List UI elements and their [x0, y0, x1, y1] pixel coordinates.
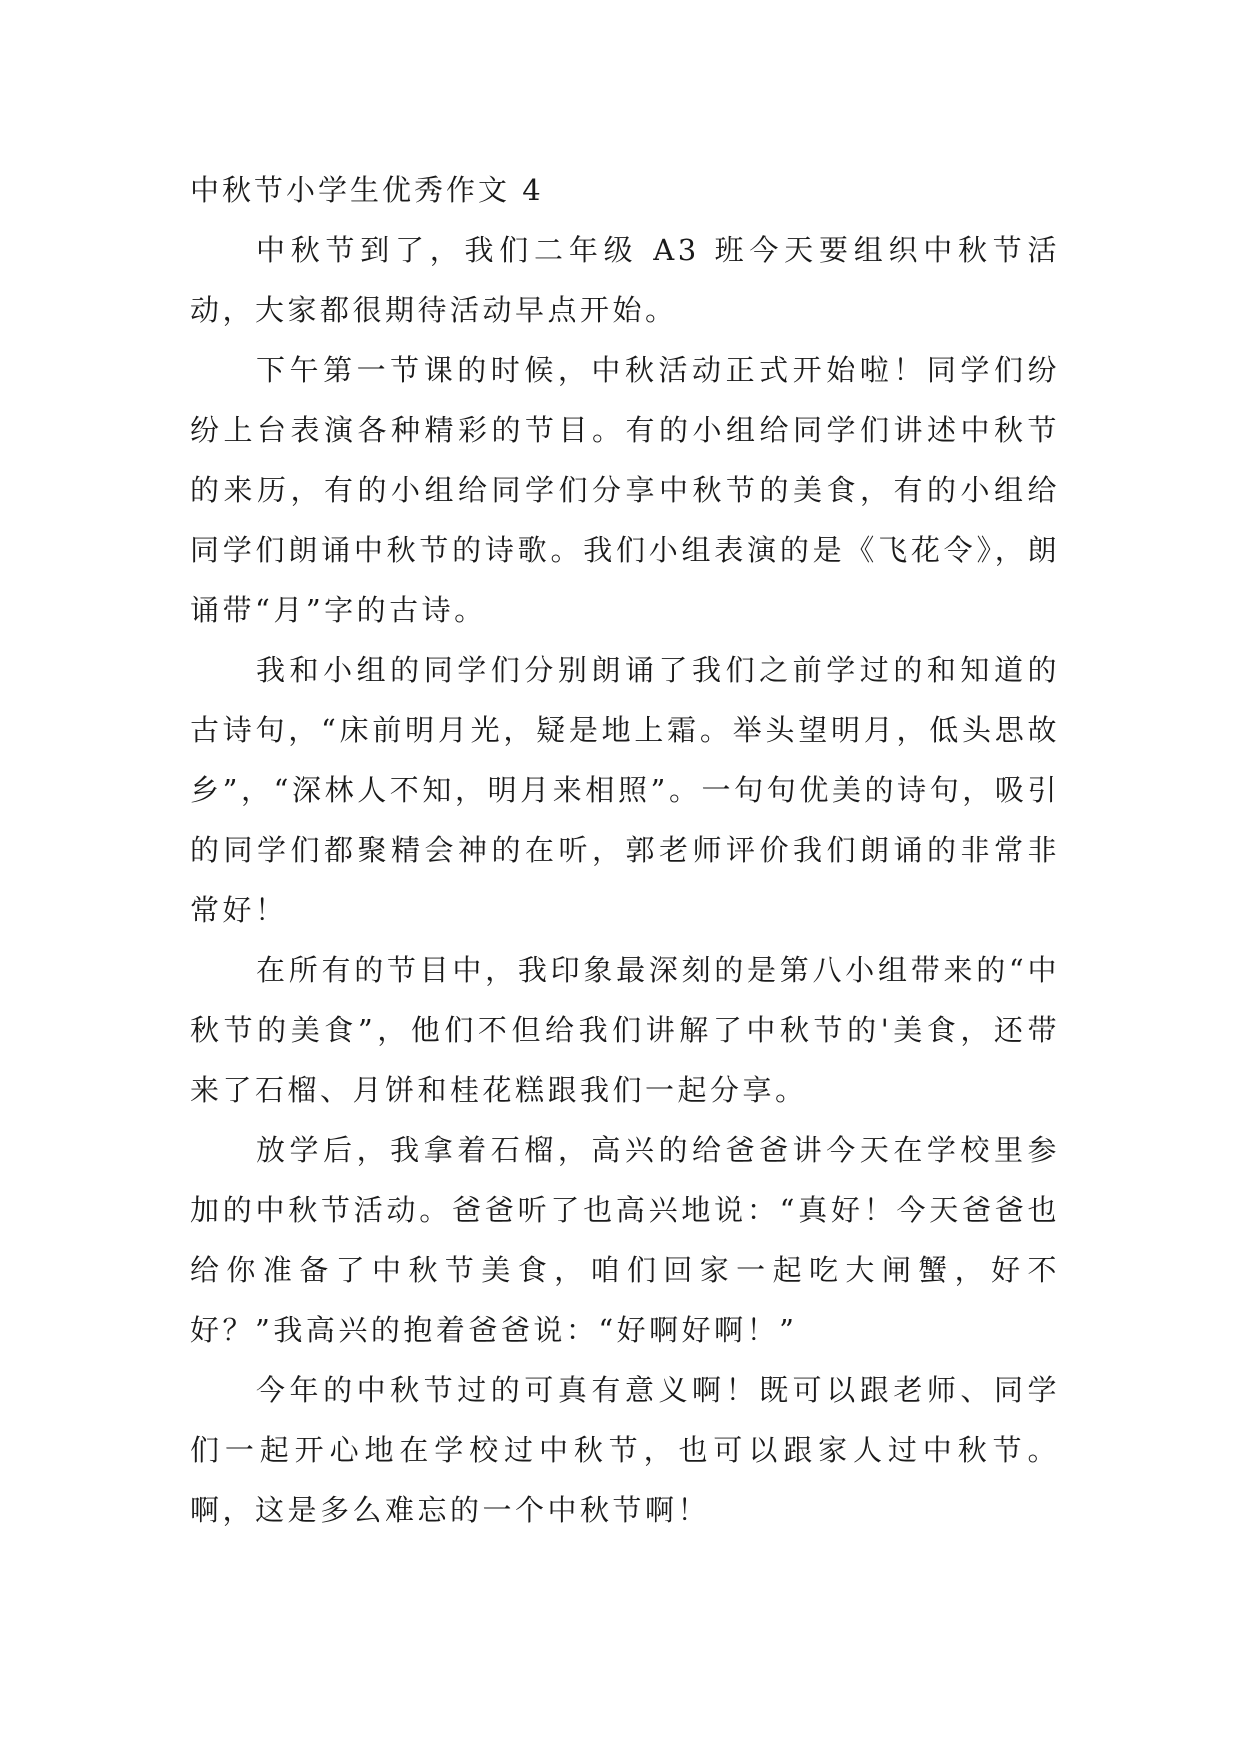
document-title: 中秋节小学生优秀作文 4	[190, 173, 544, 207]
paragraph-1: 中秋节到了，我们二年级 A3 班今天要组织中秋节活动，大家都很期待活动早点开始。	[190, 233, 1060, 327]
paragraph-2: 下午第一节课的时候，中秋活动正式开始啦！同学们纷纷上台表演各种精彩的节目。有的小组给同学们讲述中秋节的来历，有的小组给同学们分享中秋节的美食，有的小组给同学们朗诵中秋节的诗歌。我们小组表演的是《飞花令》，朗诵带“月”字的古诗。	[190, 353, 1060, 627]
paragraph-3: 我和小组的同学们分别朗诵了我们之前学过的和知道的古诗句，“床前明月光，疑是地上霜。举头望明月，低头思故乡”，“深林人不知，明月来相照”。一句句优美的诗句，吸引的同学们都聚精会神的在听，郭老师评价我们朗诵的非常非常好！	[190, 653, 1060, 927]
paragraph-5: 放学后，我拿着石榴，高兴的给爸爸讲今天在学校里参加的中秋节活动。爸爸听了也高兴地说：“真好！今天爸爸也给你准备了中秋节美食，咱们回家一起吃大闸蟹，好不好？”我高兴的抱着爸爸说：“好啊好啊！”	[190, 1133, 1060, 1347]
paragraph-6: 今年的中秋节过的可真有意义啊！既可以跟老师、同学们一起开心地在学校过中秋节，也可以跟家人过中秋节。啊，这是多么难忘的一个中秋节啊！	[190, 1373, 1060, 1527]
paragraph-4: 在所有的节目中，我印象最深刻的是第八小组带来的“中秋节的美食”，他们不但给我们讲解了中秋节的'美食，还带来了石榴、月饼和桂花糕跟我们一起分享。	[190, 953, 1060, 1107]
document-page	[190, 160, 1060, 1540]
